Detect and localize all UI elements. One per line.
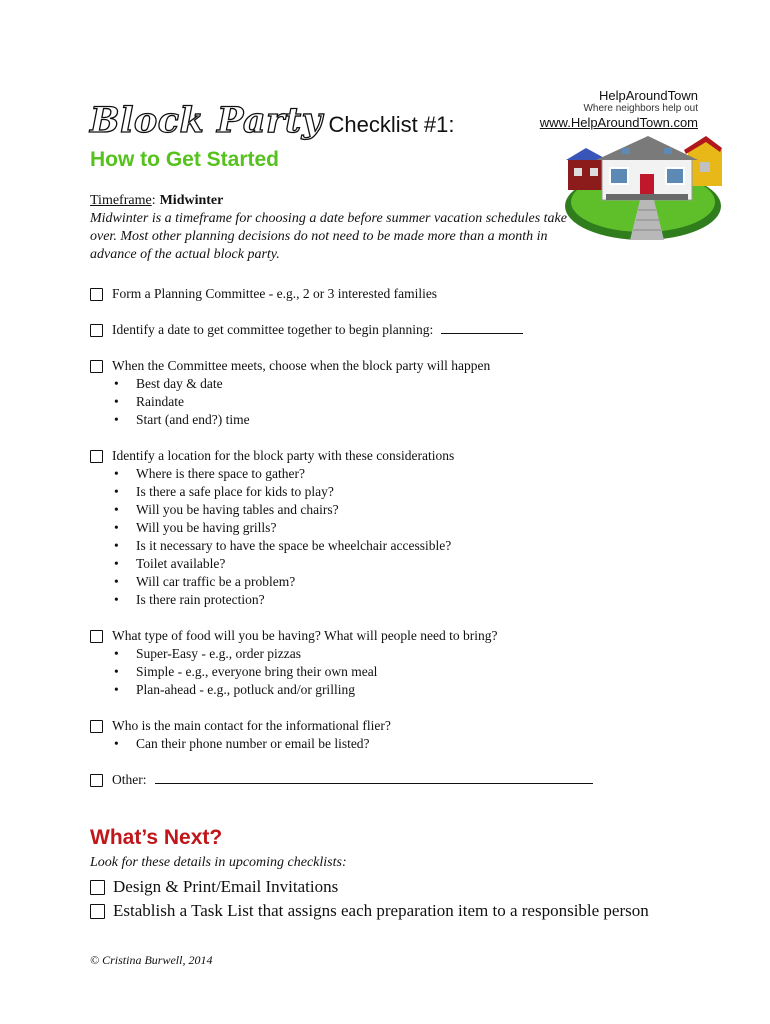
whats-next-item [90,875,649,899]
date-blank-line[interactable] [441,321,523,334]
checklist-item [90,627,650,699]
sub-list-item: • Is there a safe place for kids to play? [112,483,650,501]
sub-list-item: • Is there rain protection? [112,591,650,609]
sub-list-item: • Will car traffic be a problem? [112,573,650,591]
sub-list [90,465,650,609]
checklist-item-text: Who is the main contact for the informational flier? [112,718,391,733]
sub-list-item: • Simple - e.g., everyone bring their own meal [112,663,650,681]
timeframe-value: Midwinter [159,193,224,208]
sub-list-item: • Will you be having grills? [112,519,650,537]
copyright-footer: © Cristina Burwell, 2014 [90,953,213,967]
sub-list-item: • Is it necessary to have the space be wheelchair accessible? [112,537,650,555]
checklist-item-text: What type of food will you be having? What will people need to bring? [112,628,498,643]
checkbox-icon[interactable] [90,324,103,337]
sub-list [90,375,650,429]
other-blank-line[interactable] [155,771,593,784]
checklist-item [90,771,650,789]
checklist-item-text: When the Committee meets, choose when the block party will happen [112,358,491,373]
checklist-item-text: Form a Planning Committee - e.g., 2 or 3 interested families [112,286,438,301]
checkbox-icon[interactable] [90,880,105,895]
checklist-item [90,321,650,339]
checklist-item [90,717,650,753]
checkbox-icon[interactable] [90,288,103,301]
sub-list-item: • Toilet available? [112,555,650,573]
checklist-item-text: Identify a location for the block party with these considerations [112,448,455,463]
whats-next-list [90,875,649,923]
sub-list [90,735,650,753]
timeframe-label: Timeframe [90,193,152,208]
sub-list-item: • Start (and end?) time [112,411,650,429]
timeframe-heading: Timeframe: Midwinter [90,193,224,208]
whats-next-item-text: Design & Print/Email Invitations [113,877,339,896]
sub-list-item: • Plan-ahead - e.g., potluck and/or grilling [112,681,650,699]
timeframe-section [90,192,590,264]
sub-list-item: • Super-Easy - e.g., order pizzas [112,645,650,663]
checklist-item-text: Identify a date to get committee together to begin planning: [112,322,434,337]
checklist [90,285,650,789]
whats-next-item [90,899,649,923]
timeframe-description: Midwinter is a timeframe for choosing a date before summer vacation schedules take over. Most other planning decisions do not need to be made more than a month in advance of the actual block party. [90,211,567,262]
sub-list-item: • Where is there space to gather? [112,465,650,483]
sub-list [90,645,650,699]
sub-list-item: • Can their phone number or email be listed? [112,735,650,753]
brand-tagline: Where neighbors help out [583,103,698,114]
checklist-item [90,447,650,609]
checkbox-icon[interactable] [90,450,103,463]
whats-next-item-text: Establish a Task List that assigns each preparation item to a responsible person [113,901,649,920]
checklist-item [90,285,650,303]
sub-list-item: • Will you be having tables and chairs? [112,501,650,519]
checkbox-icon[interactable] [90,630,103,643]
checklist-item [90,357,650,429]
checkbox-icon[interactable] [90,904,105,919]
checkbox-icon[interactable] [90,774,103,787]
checklist-item-text: Other: [112,772,147,787]
sub-list-item: • Raindate [112,393,650,411]
brand-name: HelpAroundTown [598,88,698,103]
title-rest: Checklist #1: [328,112,455,137]
sub-list-item: • Best day & date [112,375,650,393]
whats-next-intro: Look for these details in upcoming checklists: [90,855,347,870]
brand-url-link[interactable]: www.HelpAroundTown.com [539,115,698,130]
page-subtitle: How to Get Started [90,148,280,171]
page-title [90,100,454,141]
whats-next-heading: What’s Next? [90,826,223,849]
title-script: Block Party [90,100,323,141]
checkbox-icon[interactable] [90,720,103,733]
brand-block [540,88,698,130]
checkbox-icon[interactable] [90,360,103,373]
